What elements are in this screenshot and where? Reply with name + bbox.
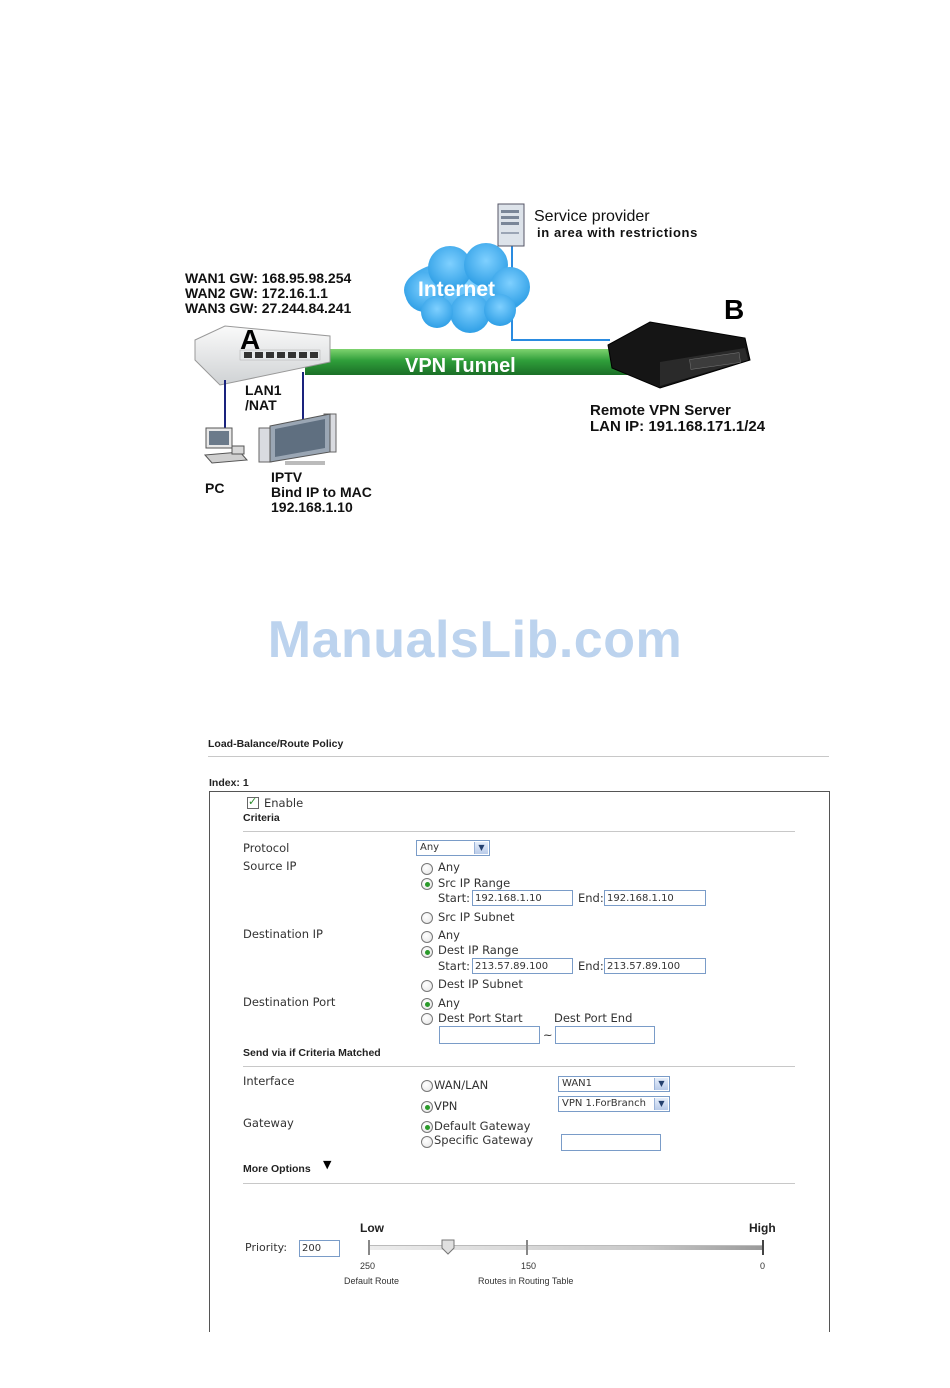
- title-divider: [208, 756, 829, 757]
- chevron-down-icon: ▼: [654, 1098, 668, 1110]
- pc-icon: [205, 428, 247, 463]
- slider-tick-150: [526, 1240, 528, 1255]
- src-end-label: End:: [578, 891, 604, 905]
- protocol-label: Protocol: [243, 841, 290, 855]
- lan1-text: LAN1: [245, 382, 282, 398]
- specific-gateway-radio[interactable]: [421, 1136, 433, 1148]
- chevron-down-icon: ▼: [474, 842, 488, 854]
- specific-gateway-input[interactable]: [561, 1134, 661, 1151]
- high-label: High: [749, 1221, 776, 1235]
- dest-any-label: Any: [438, 928, 460, 942]
- page-title: Load-Balance/Route Policy: [208, 738, 344, 750]
- src-start-input[interactable]: 192.168.1.10: [472, 890, 573, 906]
- routes-table-label: Routes in Routing Table: [478, 1276, 574, 1286]
- iptv-title: IPTV: [271, 469, 303, 485]
- options-divider: [243, 1183, 795, 1184]
- send-divider: [243, 1066, 795, 1067]
- priority-input[interactable]: 200: [299, 1240, 340, 1257]
- lan-nat-label: [245, 383, 282, 413]
- src-subnet-label: Src IP Subnet: [438, 910, 515, 924]
- vpn-select-value: VPN 1.ForBranch: [562, 1098, 646, 1109]
- src-range-label: Src IP Range: [438, 876, 511, 890]
- wan3-gateway: WAN3 GW: 27.244.84.241: [185, 300, 352, 316]
- src-any-radio[interactable]: [421, 863, 433, 875]
- default-gateway-radio[interactable]: [421, 1121, 433, 1133]
- remote-title: Remote VPN Server: [590, 402, 731, 419]
- priority-slider-track[interactable]: [369, 1245, 763, 1250]
- tick-0-label: 0: [760, 1261, 766, 1271]
- dest-any-radio[interactable]: [421, 931, 433, 943]
- nat-text: /NAT: [245, 397, 277, 413]
- vpn-radio[interactable]: [421, 1101, 433, 1113]
- src-any-label: Any: [438, 860, 460, 874]
- enable-label: Enable: [264, 796, 304, 810]
- port-end-label: Dest Port End: [554, 1011, 633, 1025]
- send-via-heading: Send via if Criteria Matched: [243, 1047, 381, 1059]
- chevron-down-icon: ▼: [654, 1078, 668, 1090]
- priority-label: Priority:: [245, 1241, 288, 1254]
- tick-250-label: 250: [360, 1261, 376, 1271]
- dest-end-input[interactable]: 213.57.89.100: [604, 958, 706, 974]
- dest-subnet-radio[interactable]: [421, 980, 433, 992]
- port-start-input[interactable]: [439, 1026, 540, 1044]
- criteria-divider: [243, 831, 795, 832]
- dest-range-radio[interactable]: [421, 946, 433, 958]
- dest-range-label: Dest IP Range: [438, 943, 519, 957]
- src-end-input[interactable]: 192.168.1.10: [604, 890, 706, 906]
- router-b-icon: [608, 322, 750, 388]
- wan2-gateway: WAN2 GW: 172.16.1.1: [185, 285, 328, 301]
- dest-port-label: Destination Port: [243, 995, 336, 1009]
- service-provider-sublabel: in area with restrictions: [537, 225, 698, 240]
- slider-tick-250: [368, 1240, 370, 1255]
- wan-gateway-list: [185, 271, 351, 316]
- src-range-radio[interactable]: [421, 878, 433, 890]
- criteria-heading: Criteria: [243, 812, 280, 824]
- iptv-icon: [259, 414, 336, 465]
- port-end-input[interactable]: [555, 1026, 655, 1044]
- remote-vpn-label: [590, 403, 765, 435]
- source-ip-label: Source IP: [243, 859, 297, 873]
- dest-start-label: Start:: [438, 959, 470, 973]
- protocol-select[interactable]: [416, 840, 490, 856]
- specific-gateway-label: Specific Gateway: [434, 1133, 534, 1147]
- iptv-bind: Bind IP to MAC: [271, 484, 372, 500]
- low-label: Low: [360, 1221, 384, 1235]
- remote-lan-ip: LAN IP: 191.168.171.1/24: [590, 418, 766, 435]
- port-tilde: ~: [543, 1028, 553, 1042]
- port-any-radio[interactable]: [421, 998, 433, 1010]
- port-range-radio[interactable]: [421, 1013, 433, 1025]
- iptv-ip: 192.168.1.10: [271, 499, 353, 515]
- wan-lan-radio[interactable]: [421, 1080, 433, 1092]
- router-a-label: A: [240, 324, 261, 355]
- src-subnet-radio[interactable]: [421, 912, 433, 924]
- internet-label: Internet: [418, 278, 496, 301]
- vpn-label: VPN: [434, 1099, 458, 1113]
- wan-select[interactable]: [558, 1076, 670, 1092]
- server-icon: [498, 204, 524, 246]
- wan-lan-label: WAN/LAN: [434, 1078, 489, 1092]
- wan-select-value: WAN1: [562, 1078, 593, 1089]
- default-gateway-label: Default Gateway: [434, 1119, 531, 1133]
- more-options-link[interactable]: More Options: [243, 1163, 311, 1175]
- protocol-value: Any: [420, 842, 440, 853]
- slider-tick-0: [762, 1240, 764, 1255]
- port-start-label: Dest Port Start: [438, 1011, 523, 1025]
- tick-150-label: 150: [521, 1261, 537, 1271]
- default-route-label: Default Route: [344, 1276, 400, 1286]
- interface-label: Interface: [243, 1074, 295, 1088]
- gateway-label: Gateway: [243, 1116, 294, 1130]
- dest-end-label: End:: [578, 959, 604, 973]
- dest-start-input[interactable]: 213.57.89.100: [472, 958, 573, 974]
- triangle-down-icon[interactable]: ▼: [323, 1158, 332, 1171]
- router-b-label: B: [724, 294, 745, 325]
- service-provider-label: Service provider: [534, 208, 650, 225]
- enable-checkbox[interactable]: [247, 797, 259, 809]
- index-label: Index: 1: [209, 777, 249, 789]
- dest-ip-label: Destination IP: [243, 927, 323, 941]
- port-any-label: Any: [438, 996, 460, 1010]
- slider-thumb-icon[interactable]: [441, 1239, 455, 1255]
- pc-label: PC: [205, 480, 225, 496]
- dest-subnet-label: Dest IP Subnet: [438, 977, 523, 991]
- wan1-gateway: WAN1 GW: 168.95.98.254: [185, 270, 352, 286]
- src-start-label: Start:: [438, 891, 470, 905]
- router-a-icon: [195, 326, 330, 385]
- iptv-label: [271, 470, 372, 515]
- vpn-tunnel-label: VPN Tunnel: [405, 355, 516, 377]
- vpn-select[interactable]: [558, 1096, 670, 1112]
- watermark: ManualsLib.com: [267, 611, 683, 669]
